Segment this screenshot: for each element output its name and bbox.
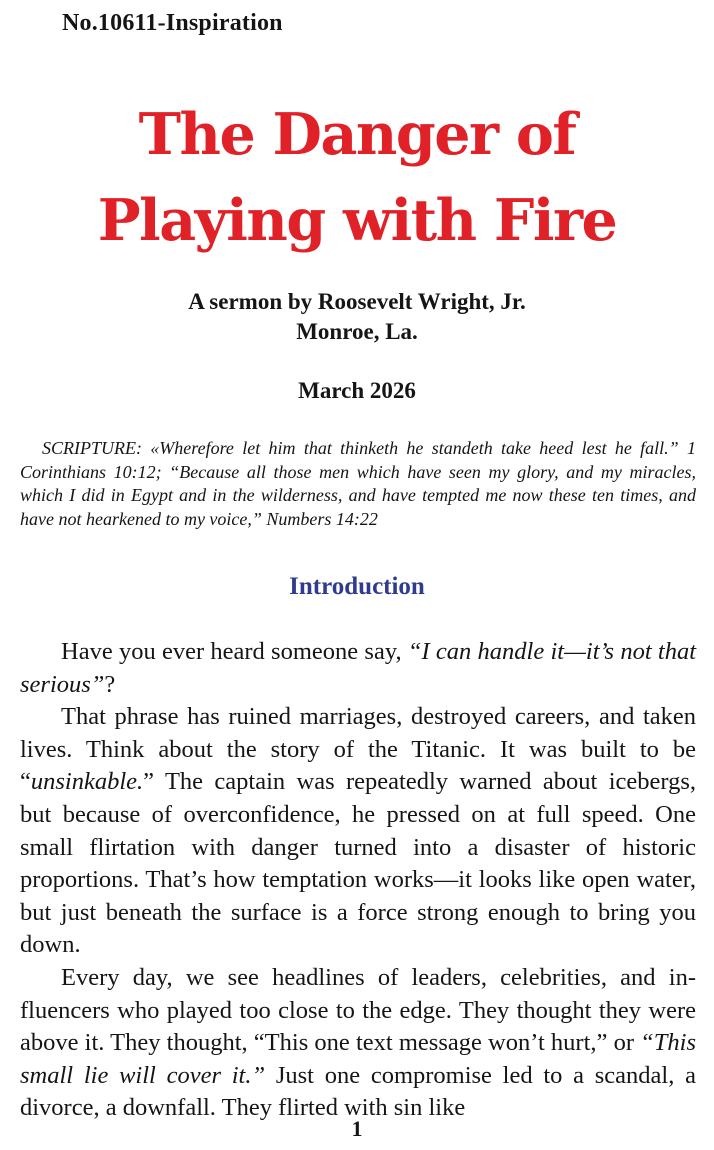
scripture-passage: SCRIPTURE: «Wherefore let him that thinketh he standeth take heed lest he fall.” 1 Corinthians 10:12; “Because all those men which have seen my glory, and my miracles, which I did in Egypt and in the wilderness, and have tempted me now these ten times, and have not hearkened to my voice,” Numbers 14:22 — [20, 438, 696, 529]
paragraph-2-text-a: That phrase has ruined marriages, destroyed careers, and taken lives. Think about the story of the Titanic. It was built to be “ — [20, 703, 696, 796]
paragraph-1-quote: “I can handle it—it’s not that serious” — [20, 638, 696, 698]
section-heading: Introduction — [289, 573, 425, 600]
paragraph-3-text-b: Just one compromise led to a scandal, a divorce, a downfall. They flirted with sin like — [20, 1061, 696, 1122]
paragraph-2-emphasis: unsinkable. — [30, 768, 144, 796]
page-number: 1 — [351, 1116, 363, 1141]
paragraph-1-text-a: Have you ever heard someone say, — [61, 638, 408, 665]
sermon-date: March 2026 — [298, 378, 416, 403]
author-line: A sermon by Roosevelt Wright, Jr. — [188, 289, 526, 314]
paragraph-3-text-a: Every day, we see headlines of leaders, celebrities, and influencers who played too close to the edge. They thought they were above it. They thought, “This one text message won’t hurt,” or — [20, 963, 696, 1057]
sermon-title — [0, 92, 714, 264]
paragraph-2 — [20, 701, 696, 962]
title-line-2: Playing with Fire — [97, 187, 617, 254]
paragraph-2-text-b: ” The captain was repeatedly warned about icebergs, but because of overconfidence, he pressed on at full speed. One small flirtation with danger turned into a disaster of historic proportions. That’s how temptation works—it looks like open water, but just beneath the surface is a force strong enough to bring you down. — [20, 768, 696, 959]
paragraph-1-text-b: ? — [104, 670, 116, 698]
paragraph-3 — [20, 962, 696, 1125]
paragraph-1 — [20, 636, 696, 701]
body-text — [20, 636, 696, 1125]
series-id: No.10611-Inspiration — [62, 10, 283, 36]
byline — [0, 287, 714, 347]
location-line: Monroe, La. — [296, 319, 418, 344]
paragraph-3-quote: “This small lie will cover it.” — [20, 1029, 696, 1089]
title-line-1: The Danger of — [138, 101, 576, 168]
